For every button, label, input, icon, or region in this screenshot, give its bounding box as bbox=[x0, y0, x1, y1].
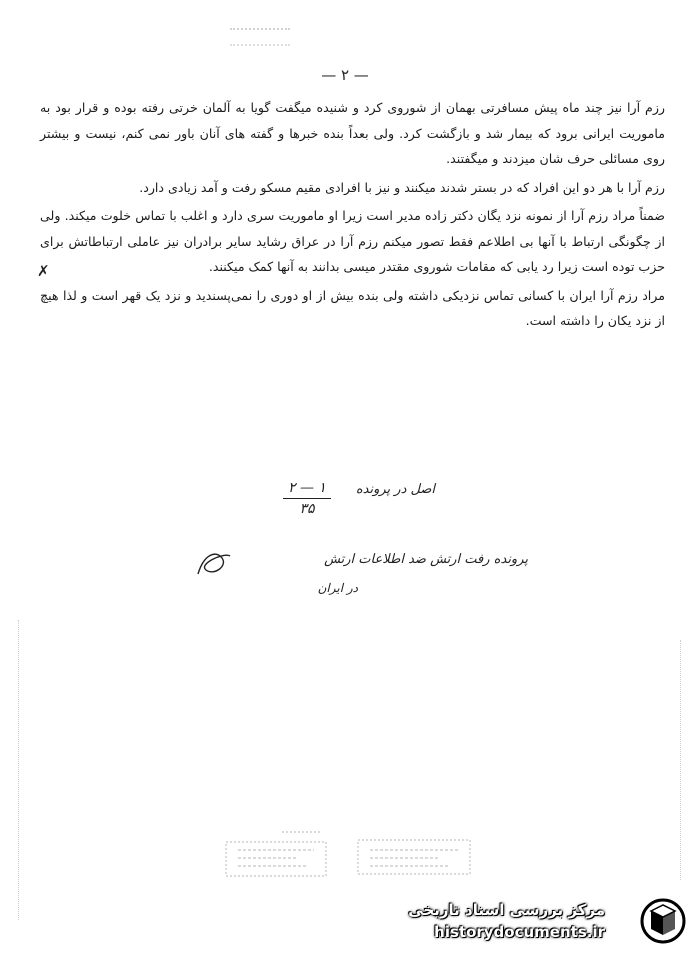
paragraph-4: مراد رزم آرا ایران با کسانی تماس نزدیکی داشته ولی بنده بیش از او دوری را نمی‌پسندید و نزد یک قهر است و لذا هیچ از نزد یکان را داشته است. bbox=[40, 287, 665, 328]
fraction-denominator: ۳۵ bbox=[299, 501, 315, 517]
scan-artifact bbox=[680, 640, 681, 880]
watermark-url: historydocuments.ir bbox=[434, 923, 605, 941]
handwritten-annotation: اصل در پرونده bbox=[355, 482, 435, 497]
handwritten-signature-block bbox=[208, 552, 528, 595]
signature-line-2: در ایران bbox=[317, 581, 358, 595]
history-documents-logo-icon bbox=[637, 897, 689, 945]
watermark-title: مرکز بررسی اسناد تاریخی bbox=[408, 901, 605, 919]
paragraph-1: رزم آرا نیز چند ماه پیش مسافرتی بهمان از شوروی کرد و شنیده میگفت گویا به آلمان خرتی رفته بوده و قرار بود به ماموریت ایرانی برود که بیمار شد و بازگشت کرد. ولی بعداً بنده خبرها و گفته های آنان باور نمی کنم، نیست و بیشتر روی مسائلی حرف شان میزدند و میگفتند. bbox=[40, 100, 665, 166]
page-number: — ۲ — bbox=[321, 66, 369, 84]
paragraph-2: رزم آرا با هر دو این افراد که در بستر شدند میکنند و نیز با افرادی مقیم مسکو رفت و آمد زیادی دارد. bbox=[139, 179, 665, 195]
faded-header-mark bbox=[230, 28, 290, 46]
faded-stamp bbox=[222, 828, 480, 882]
signature-flourish bbox=[194, 546, 234, 582]
margin-x-mark: ✗ bbox=[37, 262, 50, 280]
signature-line-1: پرونده رفت ارتش ضد اطلاعات ارتش bbox=[324, 552, 528, 567]
file-reference-fraction bbox=[283, 480, 331, 517]
fraction-bar bbox=[283, 498, 331, 499]
fraction-numerator: ۲ — ۱ bbox=[288, 480, 326, 496]
scan-artifact bbox=[18, 620, 19, 920]
paragraph-3: ضمناً مراد رزم آرا از نمونه نزد یگان دکتر زاده مدیر است زیرا او ماموریت سری دارد و اغلب با تماس خلوت میکند. ولی از چگونگی ارتباط با آنها بی اطلاعم فقط تصور میکنم رزم آرا در عراق رشاید سایر برادران نیز عاملی ارتباطاتش برای حزب توده است زیرا رد یابی که مقامات شوروی مقتدر میسی بدانند به آنها کمک میکنند. bbox=[40, 208, 665, 274]
watermark bbox=[408, 895, 695, 947]
document-body bbox=[40, 95, 665, 334]
